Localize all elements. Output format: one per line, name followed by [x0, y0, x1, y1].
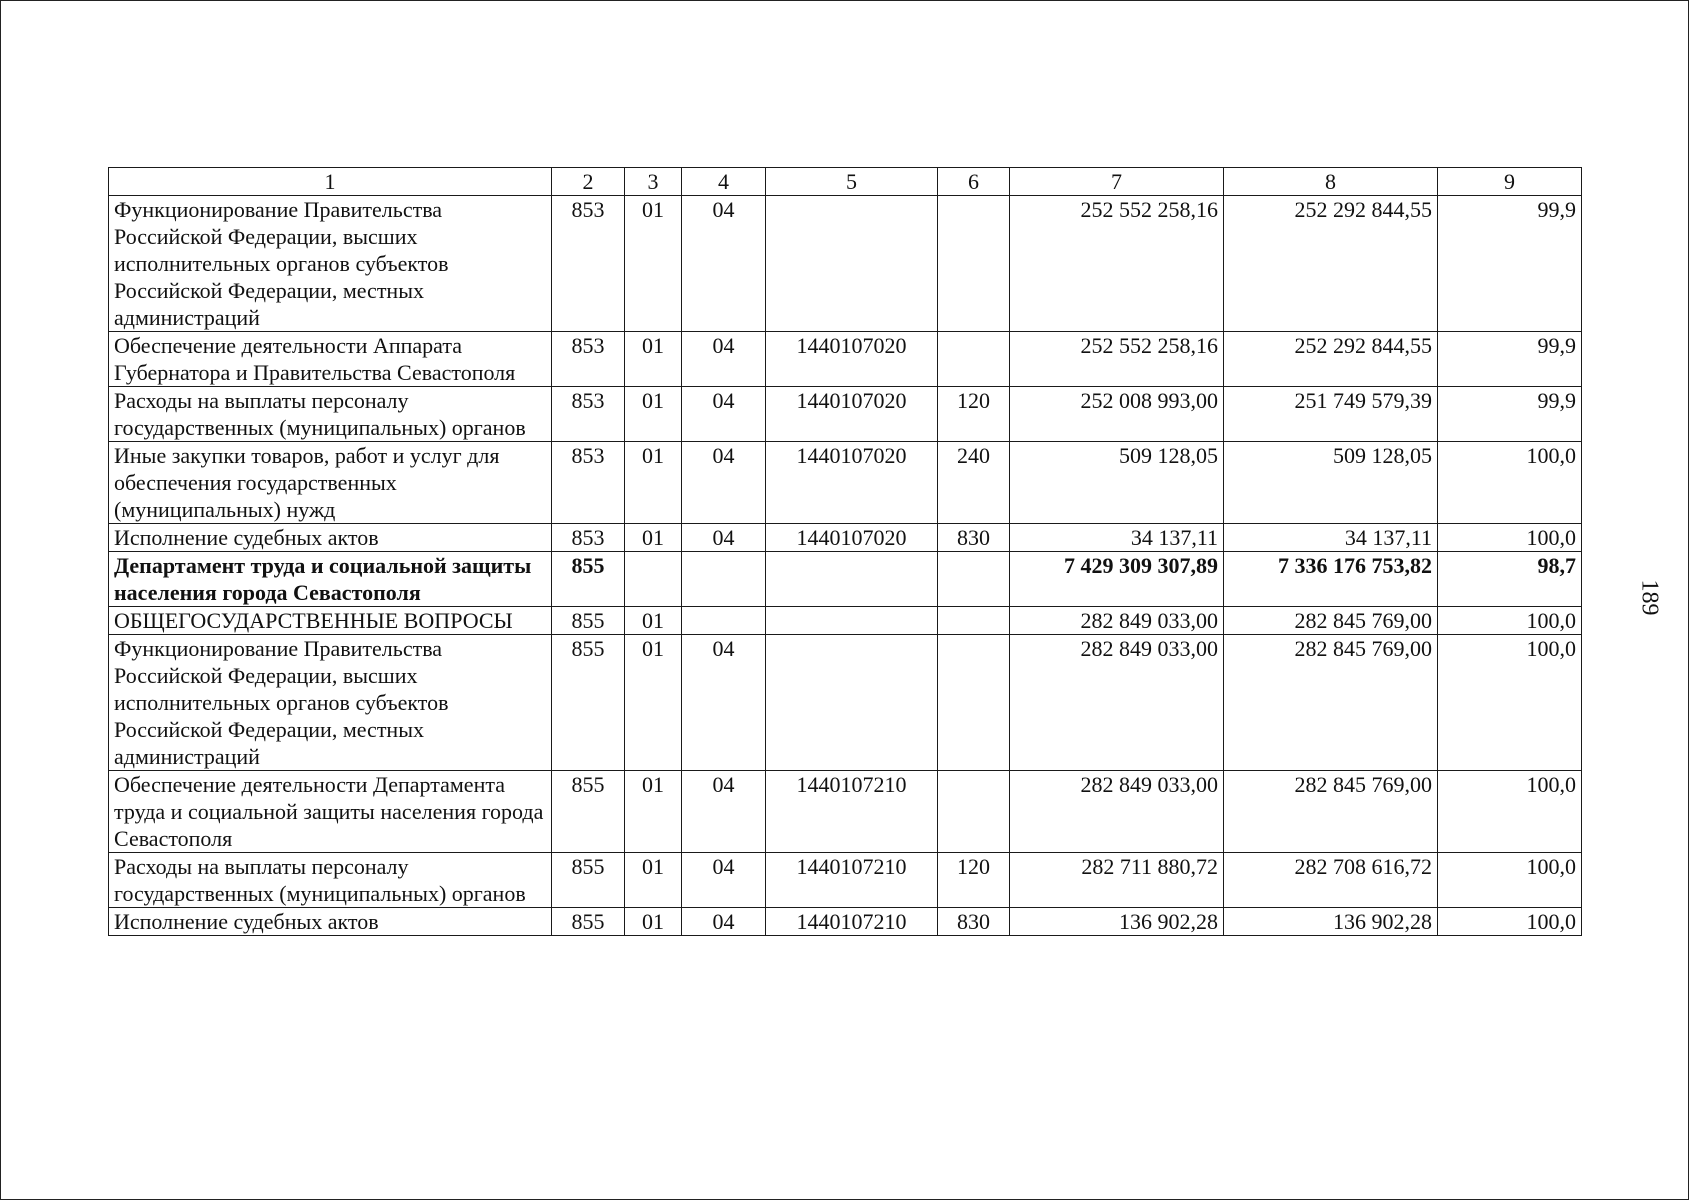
row-code-2-cell: 853 [552, 196, 625, 332]
row-code-2-cell: 853 [552, 387, 625, 442]
row-code-4-cell [682, 552, 766, 607]
row-percent-9-cell: 100,0 [1438, 771, 1582, 853]
row-code-6-cell: 120 [938, 387, 1010, 442]
row-code-3-cell [625, 552, 682, 607]
row-code-6-cell: 830 [938, 908, 1010, 936]
row-code-4-cell: 04 [682, 196, 766, 332]
table-row [109, 635, 1582, 771]
row-code-4-cell: 04 [682, 524, 766, 552]
row-code-4-cell: 04 [682, 771, 766, 853]
row-code-5-cell [766, 607, 938, 635]
row-code-2-cell: 853 [552, 332, 625, 387]
row-code-3-cell: 01 [625, 387, 682, 442]
row-code-6-cell [938, 552, 1010, 607]
table-row [109, 552, 1582, 607]
row-name-cell: Функционирование Правительства Российской Федерации, высших исполнительных органов субъектов Российской Федерации, местных администраций [109, 635, 552, 771]
row-code-6-cell [938, 332, 1010, 387]
table-row [109, 771, 1582, 853]
row-code-4-cell: 04 [682, 908, 766, 936]
row-code-2-cell: 855 [552, 552, 625, 607]
row-percent-9-cell: 100,0 [1438, 908, 1582, 936]
row-value-7-cell: 282 849 033,00 [1010, 771, 1224, 853]
row-code-4-cell [682, 607, 766, 635]
row-code-2-cell: 855 [552, 853, 625, 908]
row-code-5-cell: 1440107210 [766, 853, 938, 908]
row-code-6-cell: 120 [938, 853, 1010, 908]
row-name-cell: Обеспечение деятельности Департамента труда и социальной защиты населения города Севастополя [109, 771, 552, 853]
table-row [109, 908, 1582, 936]
table-row [109, 387, 1582, 442]
row-code-2-cell: 855 [552, 635, 625, 771]
row-code-6-cell [938, 771, 1010, 853]
row-code-3-cell: 01 [625, 771, 682, 853]
row-name-cell: Иные закупки товаров, работ и услуг для обеспечения государственных (муниципальных) нужд [109, 442, 552, 524]
row-code-5-cell: 1440107020 [766, 387, 938, 442]
row-percent-9-cell: 100,0 [1438, 442, 1582, 524]
header-cell-4: 4 [682, 168, 766, 196]
row-name-cell: Обеспечение деятельности Аппарата Губернатора и Правительства Севастополя [109, 332, 552, 387]
row-percent-9-cell: 100,0 [1438, 853, 1582, 908]
page-number: 189 [1636, 579, 1663, 616]
row-value-7-cell: 136 902,28 [1010, 908, 1224, 936]
row-code-4-cell: 04 [682, 387, 766, 442]
row-percent-9-cell: 100,0 [1438, 635, 1582, 771]
row-code-3-cell: 01 [625, 442, 682, 524]
header-cell-8: 8 [1224, 168, 1438, 196]
budget-table [108, 167, 1582, 936]
row-value-8-cell: 252 292 844,55 [1224, 332, 1438, 387]
row-value-8-cell: 282 845 769,00 [1224, 635, 1438, 771]
table-row [109, 442, 1582, 524]
row-name-cell: Расходы на выплаты персоналу государственных (муниципальных) органов [109, 853, 552, 908]
row-value-7-cell: 282 849 033,00 [1010, 635, 1224, 771]
header-cell-9: 9 [1438, 168, 1582, 196]
row-value-7-cell: 252 552 258,16 [1010, 196, 1224, 332]
header-row [109, 168, 1582, 196]
row-code-3-cell: 01 [625, 196, 682, 332]
row-percent-9-cell: 99,9 [1438, 332, 1582, 387]
table-row [109, 607, 1582, 635]
row-code-2-cell: 855 [552, 607, 625, 635]
row-value-8-cell: 7 336 176 753,82 [1224, 552, 1438, 607]
row-value-7-cell: 509 128,05 [1010, 442, 1224, 524]
row-code-3-cell: 01 [625, 853, 682, 908]
row-name-cell: Департамент труда и социальной защиты населения города Севастополя [109, 552, 552, 607]
row-percent-9-cell: 98,7 [1438, 552, 1582, 607]
row-name-cell: Исполнение судебных актов [109, 908, 552, 936]
row-code-2-cell: 853 [552, 442, 625, 524]
row-percent-9-cell: 99,9 [1438, 387, 1582, 442]
row-percent-9-cell: 99,9 [1438, 196, 1582, 332]
row-name-cell: Расходы на выплаты персоналу государственных (муниципальных) органов [109, 387, 552, 442]
row-code-2-cell: 855 [552, 908, 625, 936]
row-value-8-cell: 251 749 579,39 [1224, 387, 1438, 442]
row-code-6-cell: 240 [938, 442, 1010, 524]
row-code-5-cell: 1440107020 [766, 332, 938, 387]
row-code-5-cell: 1440107210 [766, 771, 938, 853]
row-code-3-cell: 01 [625, 635, 682, 771]
row-code-5-cell: 1440107020 [766, 442, 938, 524]
row-code-2-cell: 855 [552, 771, 625, 853]
table-body [109, 168, 1582, 936]
header-cell-1: 1 [109, 168, 552, 196]
row-code-6-cell [938, 196, 1010, 332]
row-value-8-cell: 509 128,05 [1224, 442, 1438, 524]
row-name-cell: Исполнение судебных актов [109, 524, 552, 552]
table-row [109, 332, 1582, 387]
row-code-5-cell [766, 552, 938, 607]
row-name-cell: ОБЩЕГОСУДАРСТВЕННЫЕ ВОПРОСЫ [109, 607, 552, 635]
row-code-5-cell: 1440107020 [766, 524, 938, 552]
header-cell-2: 2 [552, 168, 625, 196]
row-code-5-cell [766, 635, 938, 771]
row-code-6-cell: 830 [938, 524, 1010, 552]
row-value-7-cell: 282 711 880,72 [1010, 853, 1224, 908]
row-value-7-cell: 7 429 309 307,89 [1010, 552, 1224, 607]
row-value-7-cell: 252 552 258,16 [1010, 332, 1224, 387]
header-cell-7: 7 [1010, 168, 1224, 196]
row-value-7-cell: 252 008 993,00 [1010, 387, 1224, 442]
row-code-5-cell: 1440107210 [766, 908, 938, 936]
header-cell-5: 5 [766, 168, 938, 196]
row-value-8-cell: 282 845 769,00 [1224, 771, 1438, 853]
row-code-3-cell: 01 [625, 332, 682, 387]
row-code-3-cell: 01 [625, 607, 682, 635]
table-row [109, 853, 1582, 908]
row-percent-9-cell: 100,0 [1438, 607, 1582, 635]
row-value-8-cell: 252 292 844,55 [1224, 196, 1438, 332]
row-percent-9-cell: 100,0 [1438, 524, 1582, 552]
row-code-5-cell [766, 196, 938, 332]
row-code-6-cell [938, 635, 1010, 771]
row-value-8-cell: 282 845 769,00 [1224, 607, 1438, 635]
row-code-4-cell: 04 [682, 635, 766, 771]
row-value-7-cell: 34 137,11 [1010, 524, 1224, 552]
header-cell-6: 6 [938, 168, 1010, 196]
row-code-2-cell: 853 [552, 524, 625, 552]
row-code-6-cell [938, 607, 1010, 635]
table-row [109, 196, 1582, 332]
row-value-8-cell: 282 708 616,72 [1224, 853, 1438, 908]
row-value-8-cell: 34 137,11 [1224, 524, 1438, 552]
row-code-4-cell: 04 [682, 332, 766, 387]
row-code-4-cell: 04 [682, 442, 766, 524]
header-cell-3: 3 [625, 168, 682, 196]
row-name-cell: Функционирование Правительства Российской Федерации, высших исполнительных органов субъектов Российской Федерации, местных администраций [109, 196, 552, 332]
row-code-3-cell: 01 [625, 524, 682, 552]
row-value-7-cell: 282 849 033,00 [1010, 607, 1224, 635]
table-row [109, 524, 1582, 552]
row-code-4-cell: 04 [682, 853, 766, 908]
row-value-8-cell: 136 902,28 [1224, 908, 1438, 936]
row-code-3-cell: 01 [625, 908, 682, 936]
